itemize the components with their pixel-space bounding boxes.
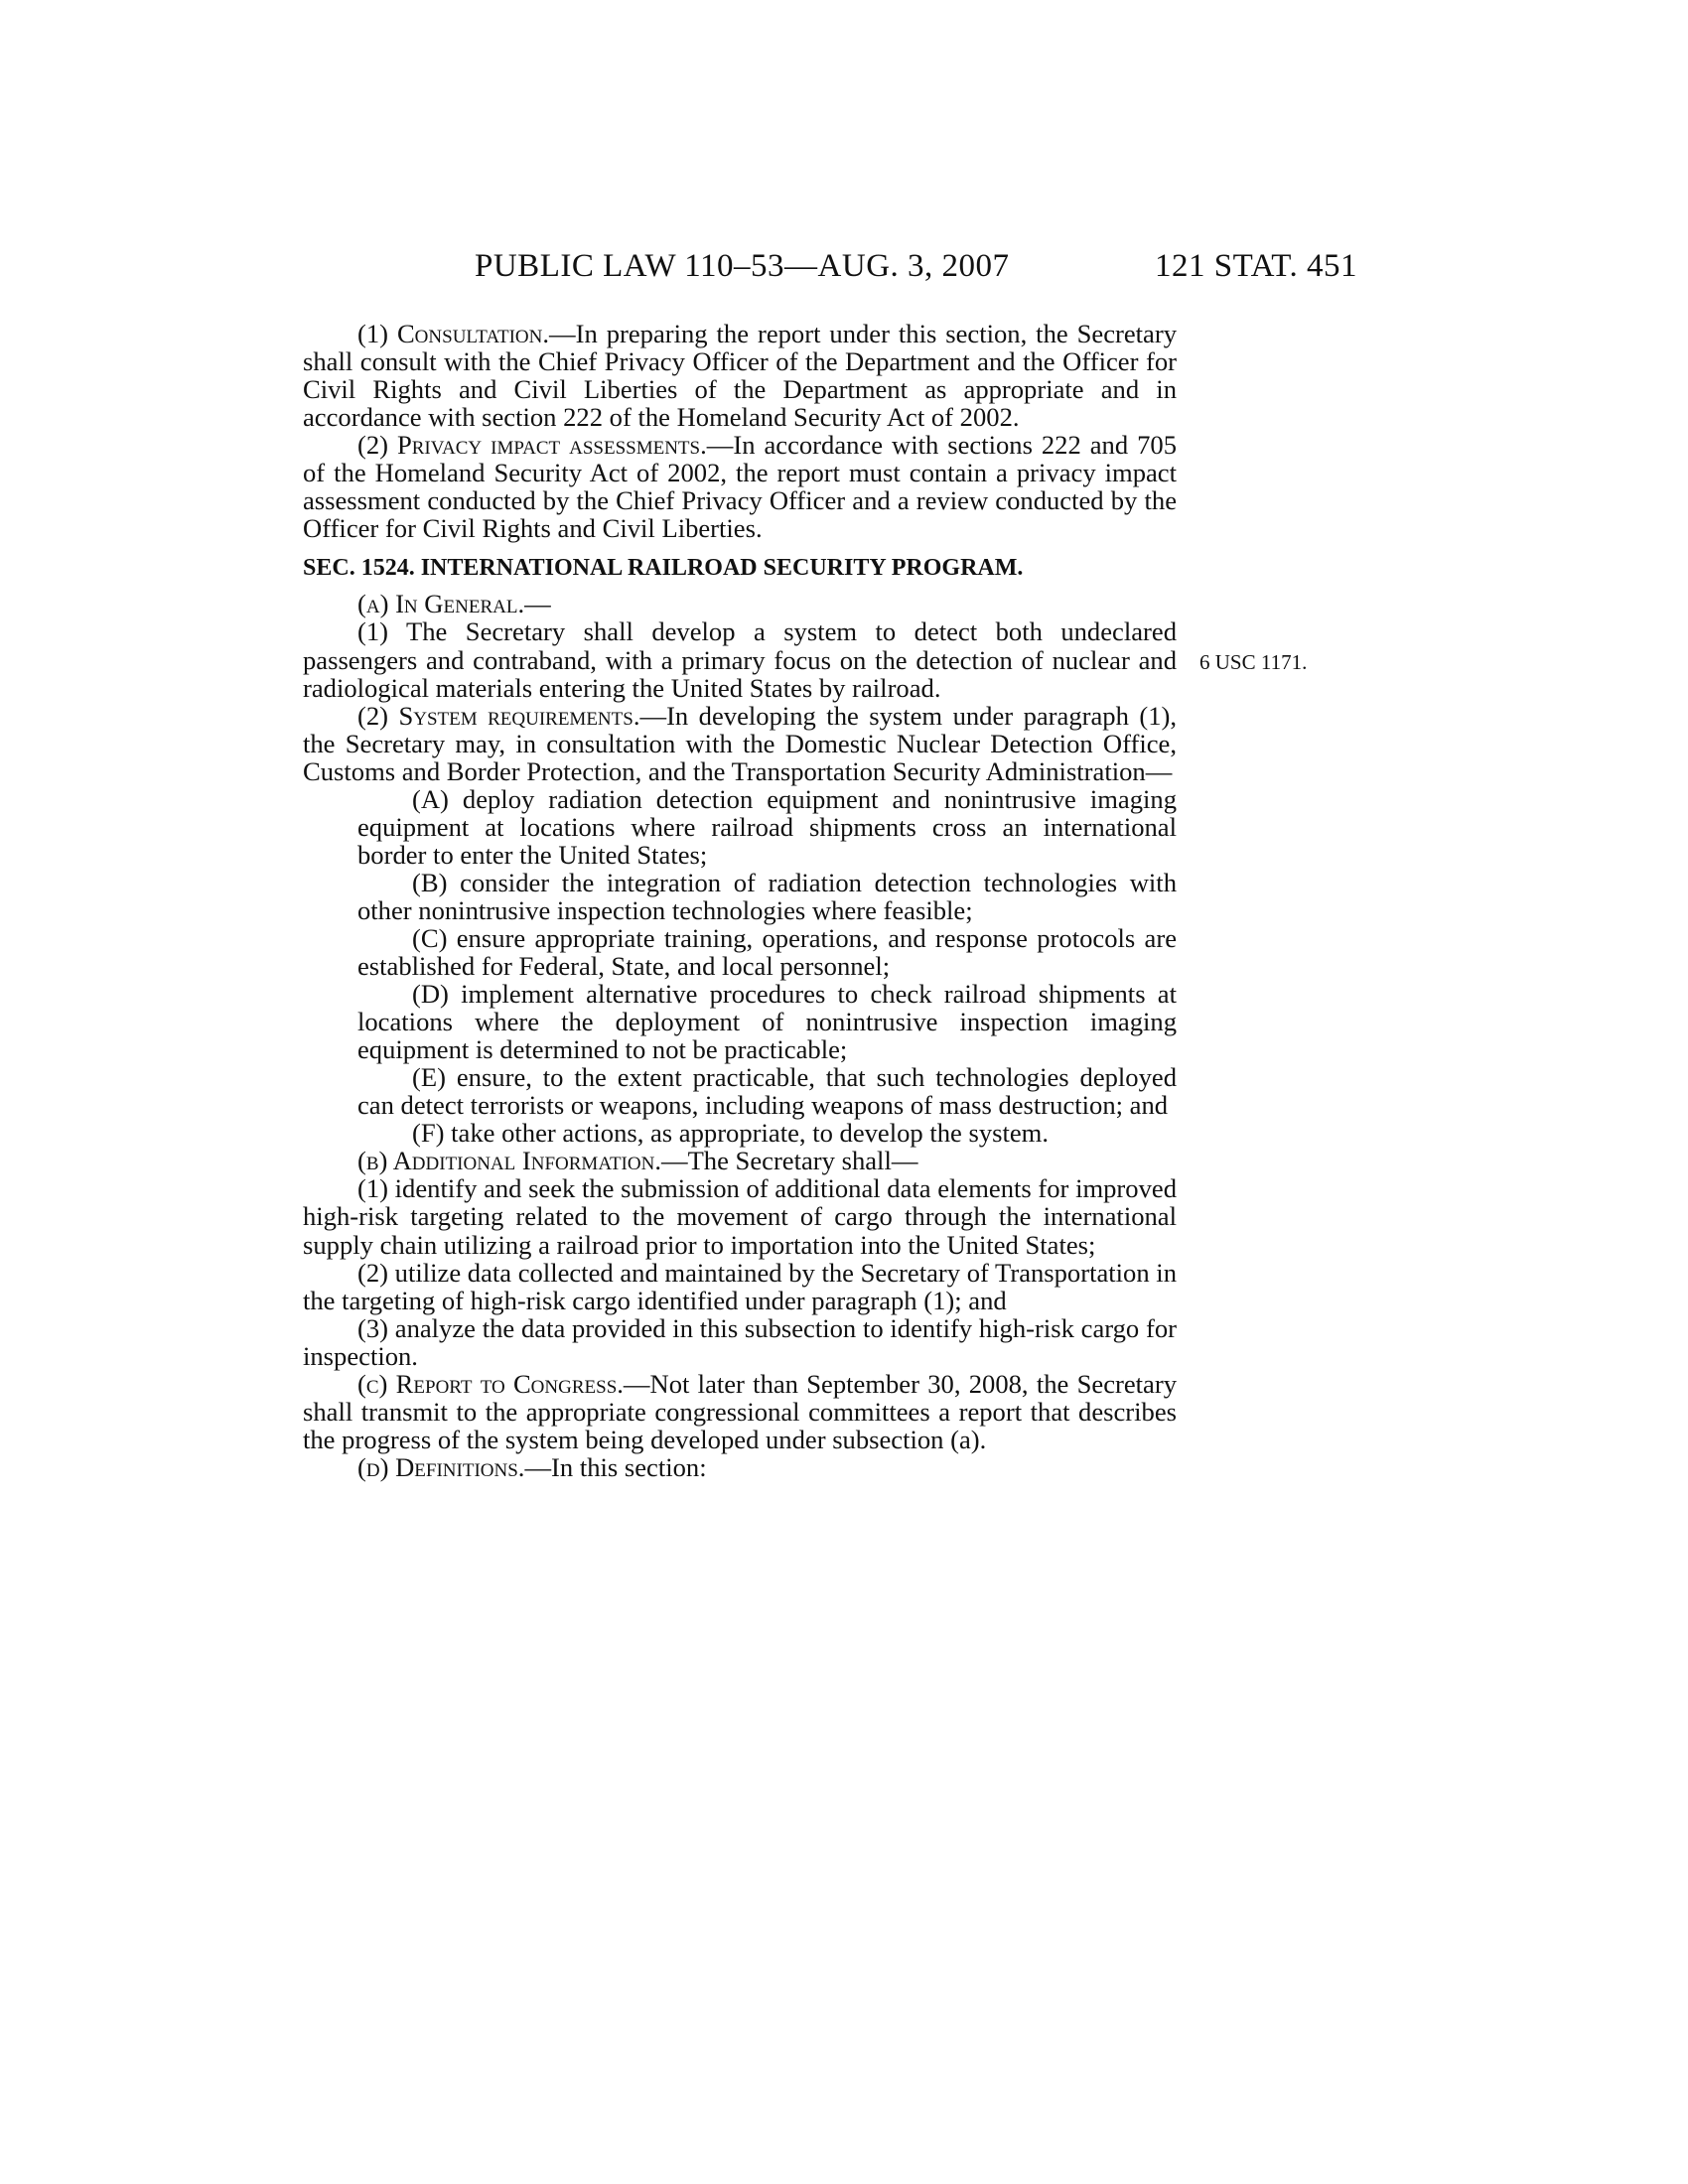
subsection-b [303,1147,1177,1174]
subsection-d-text: —In this section: [524,1451,707,1482]
paragraph-a2-label: (2) System requirements. [357,700,640,731]
subparagraph-E: (E) ensure, to the extent practicable, that such technologies deployed can detect terrorists or weapons, including weapons of mass destruction; and [357,1062,1177,1121]
subsection-a-heading [303,590,1177,617]
usc-margin-citation: 6 USC 1171. [1199,650,1308,674]
document-body [303,320,1177,1481]
subparagraph-A: (A) deploy radiation detection equipment and nonintrusive imaging equipment at locations where railroad shipments cross an international border to enter the United States; [357,783,1177,870]
paragraph-consultation [303,320,1177,431]
subparagraph-D: (D) implement alternative procedures to check railroad shipments at locations where the deployment of nonintrusive inspection imaging equipment is determined to not be practicable; [357,979,1177,1065]
privacy-text: —In accordance with sections 222 and 705 of the Homeland Security Act of 2002, the report must contain a privacy impact assessment conducted by the Chief Privacy Officer and a review conducted by the Officer for Civil Rights and Civil Liberties. [303,430,1177,544]
subsection-c-label: (c) Report to Congress. [357,1368,624,1399]
subsection-b-label: (b) Additional Information. [357,1146,661,1176]
subparagraph-B: (B) consider the integration of radiation detection technologies with other nonintrusive inspection technologies where feasible; [357,867,1177,925]
paragraph-b2: (2) utilize data collected and maintained by the Secretary of Transportation in the targeting of high-risk cargo identified under paragraph (1); and [303,1257,1177,1315]
section-heading: SEC. 1524. INTERNATIONAL RAILROAD SECURITY PROGRAM. [303,555,1024,582]
subparagraph-C: (C) ensure appropriate training, operations, and response protocols are established for Federal, State, and local personnel; [357,922,1177,982]
page-number: 121 STAT. 451 [1155,248,1358,284]
subparagraph-F: (F) take other actions, as appropriate, to develop the system. [412,1118,1050,1149]
consultation-text: —In preparing the report under this section, the Secretary shall consult with the Chief Privacy Officer of the Department and the Officer for Civil Rights and Civil Liberties of the Department as appropriate and in accordance with section 222 of the Homeland Security Act of 2002. [303,319,1178,433]
paragraph-a2 [303,702,1177,785]
subsection-b-text: —The Secretary shall— [660,1146,918,1176]
consultation-label: (1) Consultation. [357,319,550,348]
subsection-a-label: (a) In General. [357,589,525,619]
paragraph-b1: (1) identify and seek the submission of additional data elements for improved high-risk targeting related to the movement of cargo through the international supply chain utilizing a railroad prior to importation into the United States; [303,1173,1177,1260]
paragraph-privacy-impact [303,431,1177,542]
subsection-c [303,1370,1177,1453]
subsection-a-dash: — [524,589,551,619]
paragraph-a2-text: —In developing the system under paragraph (1), the Secretary may, in consultation with the Domestic Nuclear Detection Office, Customs and Border Protection, and the Transportation Security Administration— [303,700,1177,786]
subsection-d [303,1453,1177,1481]
subsection-c-text: —Not later than September 30, 2008, the Secretary shall transmit to the appropriate congressional committees a report that describes the progress of the system being developed under subsection (a). [303,1368,1178,1454]
paragraph-b3: (3) analyze the data provided in this subsection to identify high-risk cargo for inspection. [303,1312,1177,1371]
running-header-title: PUBLIC LAW 110–53—AUG. 3, 2007 [475,248,1010,284]
subsection-d-label: (d) Definitions. [357,1451,525,1482]
paragraph-a1: (1) The Secretary shall develop a system to detect both undeclared passengers and contraband, with a primary focus on the detection of nuclear and radiological materials entering the United States by railroad. [303,616,1177,703]
privacy-label: (2) Privacy impact assessments. [357,430,707,461]
